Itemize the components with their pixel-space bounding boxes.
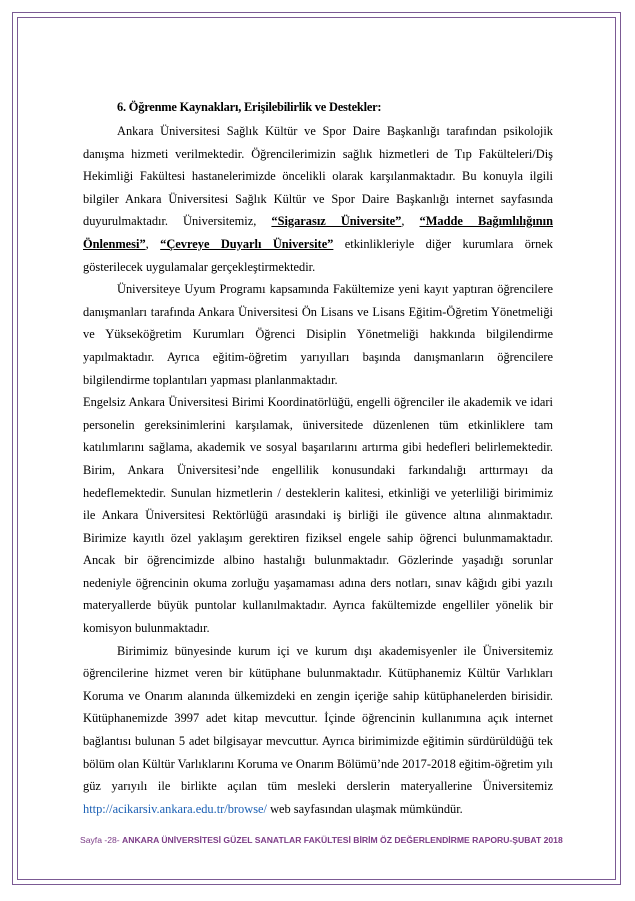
p1-text-b: etkinlikleriyle diğer kurumlara örnek gösterilecek uygulamalar gerçekleştirmektedir. [83, 236, 553, 274]
campaign-addiction-prevention: “Madde Bağımlılığının Önlenmesi” [83, 214, 554, 251]
p1-sep-2: , [145, 236, 161, 251]
campaign-eco-friendly: “Çevreye Duyarlı Üniversite” [160, 236, 334, 251]
archive-link[interactable]: http://acikarsiv.ankara.edu.tr/browse/ [83, 801, 267, 816]
page-footer [80, 835, 563, 845]
p1-sep-1: , [401, 214, 420, 229]
paragraph-accessibility-unit: Engelsiz Ankara Üniversitesi Birimi Koordinatörlüğü, engelli öğrenciler ile akademik ve idari personelin gereksinimlerini karşılamak, üniversitede düzenlenen tüm etkinliklere tam katılımlarını sağlama, akademik ve sosyal başarılarını artırma gibi hedefleri belirlemektedir. Birim, Ankara Üniversitesi’nde engellilik konusundaki farkındalığı arttırmayı da hedeflemektedir. Sunulan hizmetlerin / desteklerin kalitesi, etkinliği ve yeterliliği birimimiz ile Ankara Üniversitesi Rektörlüğü arasındaki iş birliği ile güvence altına alınmaktadır. Birimize kayıtlı özel yaklaşım gerektiren fiziksel engele sahip öğrenci bulunmamaktadır. Ancak bir öğrencimizde albino hastalığı bulunmaktadır. Gözlerinde yaşadığı sorunlar nedeniyle öğrencinin okuma zorluğu yaşamaması adına ders notları, sınav kâğıdı gibi yazılı materyallerde büyük puntolar kullanılmaktadır. Ayrıca fakültemizde engelliler yönelik bir komisyon bulunmaktadır. [83, 395, 553, 636]
paragraph-health-services [83, 120, 553, 278]
p1-text-a: Ankara Üniversitesi Sağlık Kültür ve Spor Daire Başkanlığı tarafından psikolojik danışma hizmeti verilmektedir. Öğrencilerimizin sağlık hizmetleri de Tıp Fakülteleri/Diş Hekimliği Fakültesi hastanelerimizde öncelikli olarak karşılanmaktadır. Bu konuyla ilgili bilgiler Ankara Üniversitesi Sağlık Kültür ve Spor Daire Başkanlığı internet sayfasında duyurulmaktadır. Üniversitemiz, [83, 124, 553, 229]
page-number: Sayfa -28- [80, 835, 123, 845]
section-heading: 6. Öğrenme Kaynakları, Erişilebilirlik ve Destekler: [117, 100, 382, 114]
report-title: ANKARA ÜNİVERSİTESİ GÜZEL SANATLAR FAKÜLTESİ BİRİM ÖZ DEĞERLENDİRME RAPORU-ŞUBAT 2018 [122, 835, 563, 845]
campaign-smoke-free: “Sigarasız Üniversite” [271, 214, 402, 229]
document-body [83, 96, 553, 820]
p4-text-a: Birimimiz bünyesinde kurum içi ve kurum dışı akademisyenler ile Üniversitemiz öğrencilerine hizmet veren bir kütüphane bulunmaktadır. Kütüphanemiz Kültür Varlıkları Koruma ve Onarım alanında ülkemizdeki en zengin içeriğe sahip kütüphanelerden birisidir. Kütüphanemizde 3997 adet kitap mevcuttur. İçinde öğrencinin kullanımına açık internet bağlantısı bulunan 5 adet bilgisayar mevcuttur. Ayrıca birimimizde eğitimin sürdürüldüğü tek bölüm olan Kültür Varlıklarını Koruma ve Onarım Bölümü’nde 2017-2018 eğitim-öğretim yılı güz yarıyılı ile birlikte açılan tüm mesleki derslerin materyallerine Üniversitemiz [83, 643, 553, 794]
p4-text-b: web sayfasından ulaşmak mümkündür. [266, 801, 463, 816]
paragraph-library [83, 640, 553, 821]
paragraph-orientation-program: Üniversiteye Uyum Programı kapsamında Fakültemize yeni kayıt yaptıran öğrencilere danışmanları tarafında Ankara Üniversitesi Ön Lisans ve Lisans Eğitim-Öğretim Yönetmeliği ve Yükseköğretim Kurumları Öğrenci Disiplin Yönetmeliği hakkında bilgilendirme yapılmaktadır. Ayrıca eğitim-öğretim yarıyılları başında danışmanların öğrencilere bilgilendirme toplantıları yapması planlanmaktadır. [83, 282, 553, 387]
